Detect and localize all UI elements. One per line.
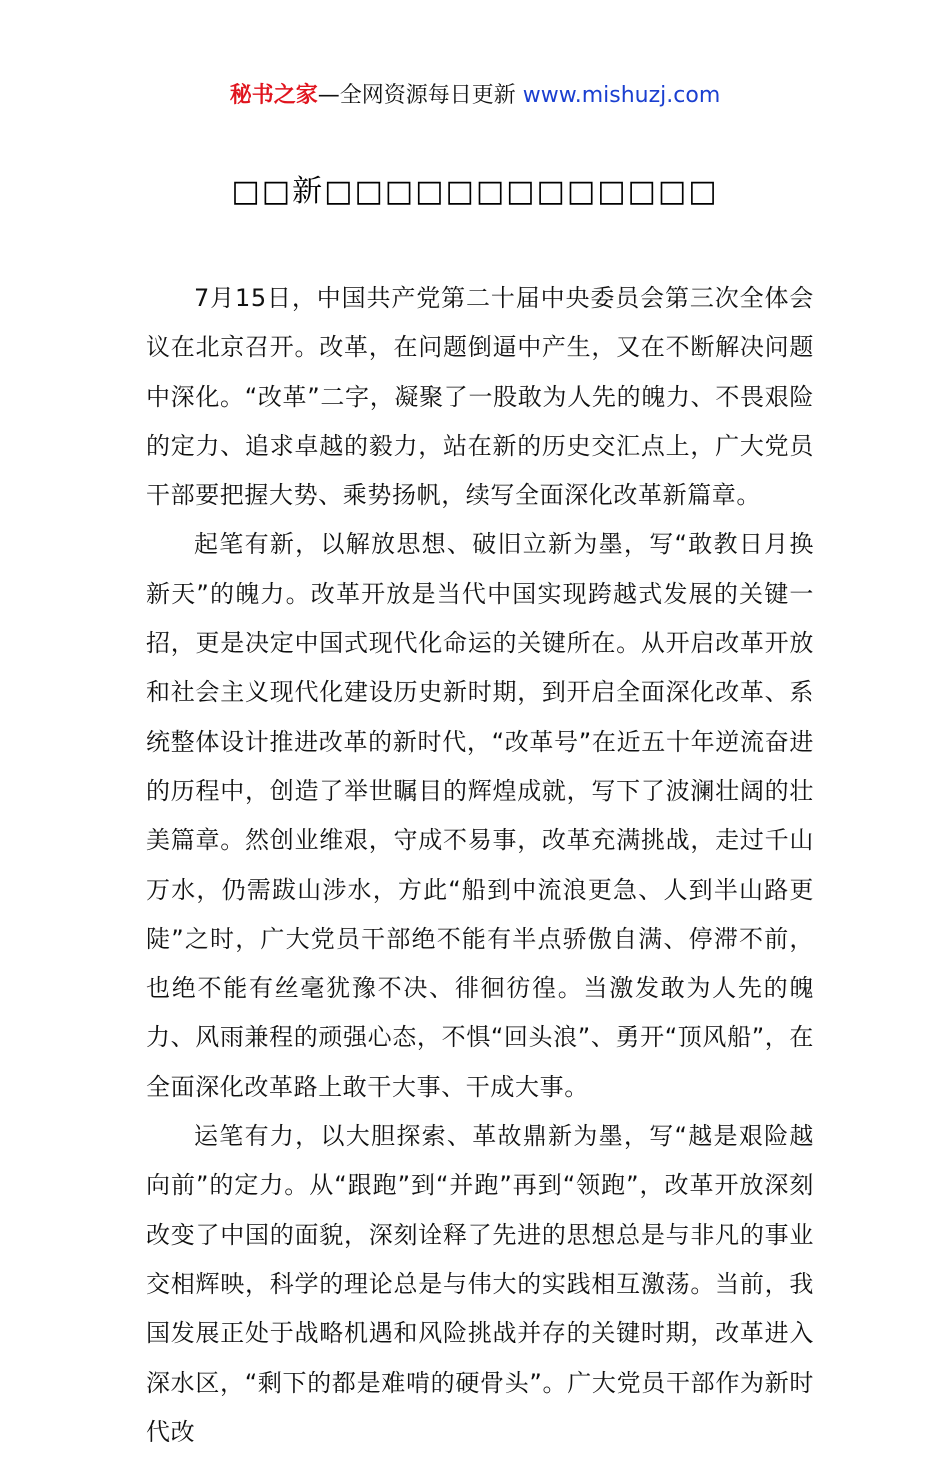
paragraph: 运笔有力，以大胆探索、革故鼎新为墨，写“越是艰险越向前”的定力。从“跟跑”到“并跑”再到“领跑”，改革开放深刻改变了中国的面貌，深刻诠释了先进的思想总是与非凡的事业交相辉映，科学的理论总是与伟大的实践相互激荡。当前，我国发展正处于战略机遇和风险挑战并存的关键时期，改革进入深水区，“剩下的都是难啃的硬骨头”。广大党员干部作为新时代改	[146, 1122, 814, 1446]
site-tagline: —全网资源每日更新	[317, 83, 516, 108]
paragraph: 起笔有新，以解放思想、破旧立新为墨，写“敢教日月换新天”的魄力。改革开放是当代中国实现跨越式发展的关键一招，更是决定中国式现代化命运的关键所在。从开启改革开放和社会主义现代化建设历史新时期，到开启全面深化改革、系统整体设计推进改革的新时代，“改革号”在近五十年逆流奋进的历程中，创造了举世瞩目的辉煌成就，写下了波澜壮阔的壮美篇章。然创业维艰，守成不易事，改革充满挑战，走过千山万水，仍需跋山涉水，方此“船到中流浪更急、人到半山路更陡”之时，广大党员干部绝不能有半点骄傲自满、停滞不前，也绝不能有丝毫犹豫不决、徘徊彷徨。当激发敢为人先的魄力、风雨兼程的顽强心态，不惧“回头浪”、勇开“顶风船”，在全面深化改革路上敢干大事、干成大事。	[146, 530, 814, 1101]
site-brand: 秘书之家	[229, 83, 318, 108]
site-url-link[interactable]: www.mishuzj.com	[522, 83, 721, 108]
paragraph: 7月15日，中国共产党第二十届中央委员会第三次全体会议在北京召开。改革，在问题倒逼中产生，又在不断解决问题中深化。“改革”二字，凝聚了一股敢为人先的魄力、不畏艰险的定力、追求卓越的毅力，站在新的历史交汇点上，广大党员干部要把握大势、乘势扬帆，续写全面深化改革新篇章。	[146, 284, 814, 510]
article-body	[146, 274, 814, 1457]
site-header	[0, 80, 950, 112]
document-title: □□新□□□□□□□□□□□□□	[231, 174, 719, 209]
